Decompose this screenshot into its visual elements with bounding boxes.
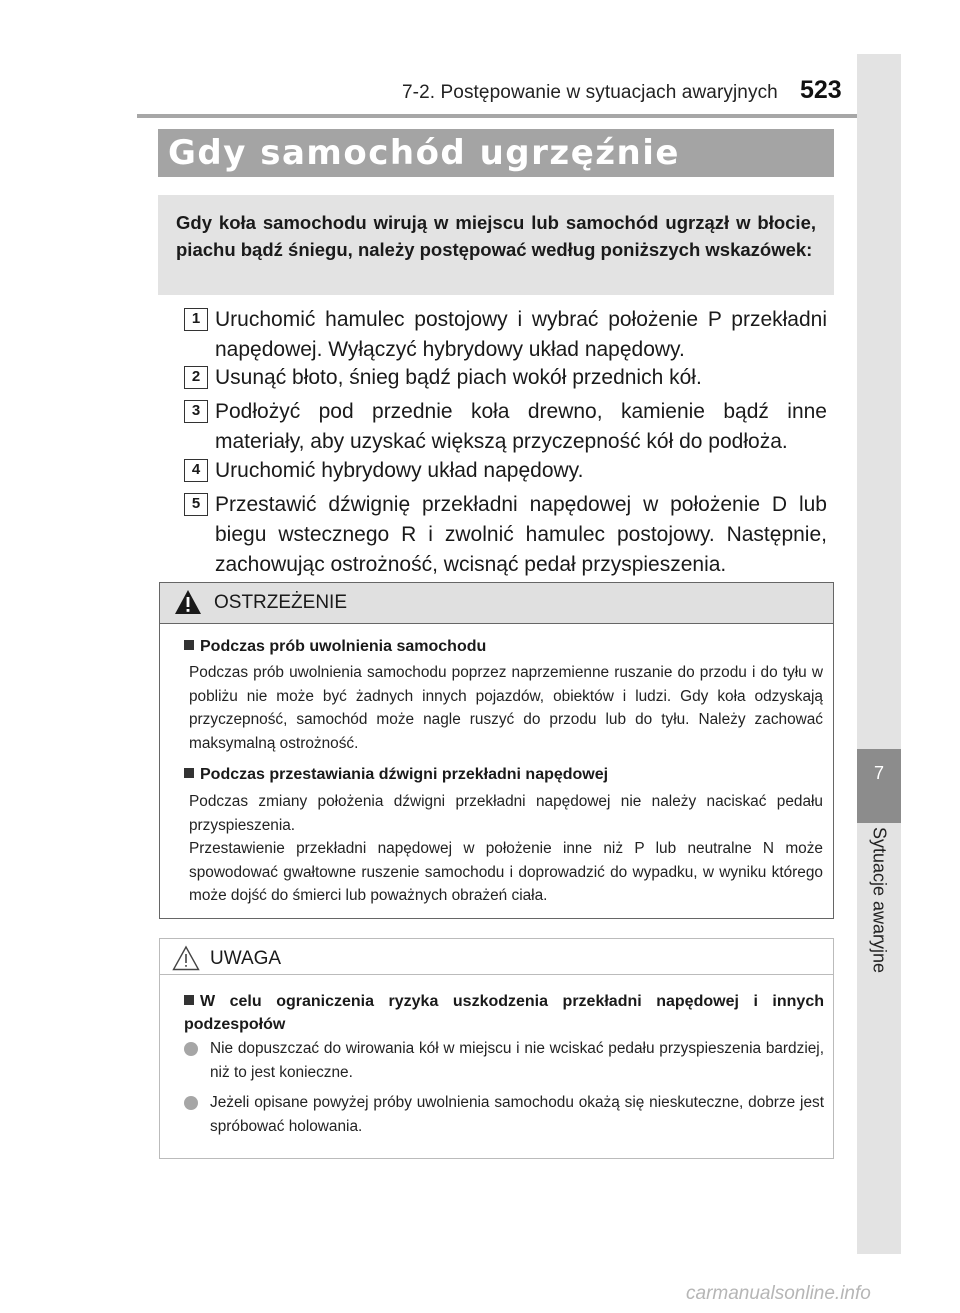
step-number-badge: 2 <box>184 366 208 389</box>
step-number-badge: 3 <box>184 400 208 423</box>
caution-triangle-icon <box>172 945 200 971</box>
step-text: Usunąć błoto, śnieg bądź piach wokół przednich kół. <box>215 366 702 389</box>
page-number: 523 <box>800 76 842 104</box>
chapter-number: 7 <box>873 763 884 783</box>
step-text: Podłożyć pod przednie koła drewno, kamienie bądź inne materiały, aby uzyskać większą przyczepność kół do podłoża. <box>215 400 827 453</box>
title-bar <box>158 129 834 177</box>
step-number-badge: 4 <box>184 459 208 482</box>
warning-section-heading: Podczas przestawiania dźwigni przekładni napędowej <box>184 763 824 786</box>
chapter-label: Sytuacje awaryjne <box>869 826 890 974</box>
step-number-badge: 5 <box>184 493 208 516</box>
intro-text: Gdy koła samochodu wirują w miejscu lub samochód ugrzązł w błocie, piachu bądź śniegu, należy postępować według poniższych wskazówek: <box>176 212 816 260</box>
step-text: Uruchomić hamulec postojowy i wybrać położenie P przekładni napędowej. Wyłączyć hybrydowy układ napędowy. <box>215 308 827 361</box>
watermark: carmanualsonline.info <box>686 1283 871 1304</box>
bullet-dot-icon <box>184 1096 198 1110</box>
intro-box <box>158 195 834 295</box>
chapter-tab-marker <box>857 749 901 823</box>
notice-box <box>159 938 834 1159</box>
square-bullet-icon <box>184 995 194 1005</box>
warning-box <box>159 582 834 919</box>
warning-section-body: Przestawienie przekładni napędowej w położenie inne niż P lub neutralne N może spowodować gwałtowne ruszenie samochodu i doprowadzić do wypadku, w wyniku którego może dojść do śmierci lub poważnych obrażeń ciała. <box>189 840 823 904</box>
header-divider <box>137 114 899 118</box>
step-text: Uruchomić hybrydowy układ napędowy. <box>215 459 584 482</box>
page-title: Gdy samochód ugrzęźnie <box>168 133 680 173</box>
notice-header <box>160 939 833 975</box>
warning-section-heading: Podczas prób uwolnienia samochodu <box>184 635 824 658</box>
bullet-dot-icon <box>184 1042 198 1056</box>
square-bullet-icon <box>184 768 194 778</box>
chapter-side-tab <box>857 54 901 1254</box>
step-text: Przestawić dźwignię przekładni napędowej w położenie D lub biegu wstecznego R i zwolnić hamulec postojowy. Następnie, zachowując ostrożność, wcisnąć pedał przyspieszenia. <box>215 493 827 576</box>
notice-bullet: Jeżeli opisane powyżej próby uwolnienia samochodu okażą się nieskuteczne, dobrze jest spróbować holowania. <box>210 1094 824 1135</box>
notice-title: UWAGA <box>210 948 282 969</box>
square-bullet-icon <box>184 640 194 650</box>
warning-header <box>160 583 833 624</box>
step-number-badge: 1 <box>184 308 208 331</box>
warning-triangle-icon <box>174 589 202 615</box>
warning-section-body: Podczas zmiany położenia dźwigni przekładni napędowej nie należy naciskać pedału przyspieszenia. <box>189 793 823 834</box>
running-header: 7-2. Postępowanie w sytuacjach awaryjnych <box>402 82 778 103</box>
notice-heading: W celu ograniczenia ryzyka uszkodzenia przekładni napędowej i innych podzespołów <box>184 993 824 1033</box>
warning-title: OSTRZEŻENIE <box>214 592 348 613</box>
warning-section-body: Podczas prób uwolnienia samochodu poprzez naprzemienne ruszanie do przodu i do tyłu w pobliżu nie może być żadnych innych pojazdów, obiektów i ludzi. Gdy koła odzyskają przyczepność, samochód może nagle ruszyć do przodu lub do tyłu. Należy zachować maksymalną ostrożność. <box>189 664 823 752</box>
notice-bullet: Nie dopuszczać do wirowania kół w miejscu i nie wciskać pedału przyspieszenia bardziej, niż to jest konieczne. <box>210 1040 824 1081</box>
